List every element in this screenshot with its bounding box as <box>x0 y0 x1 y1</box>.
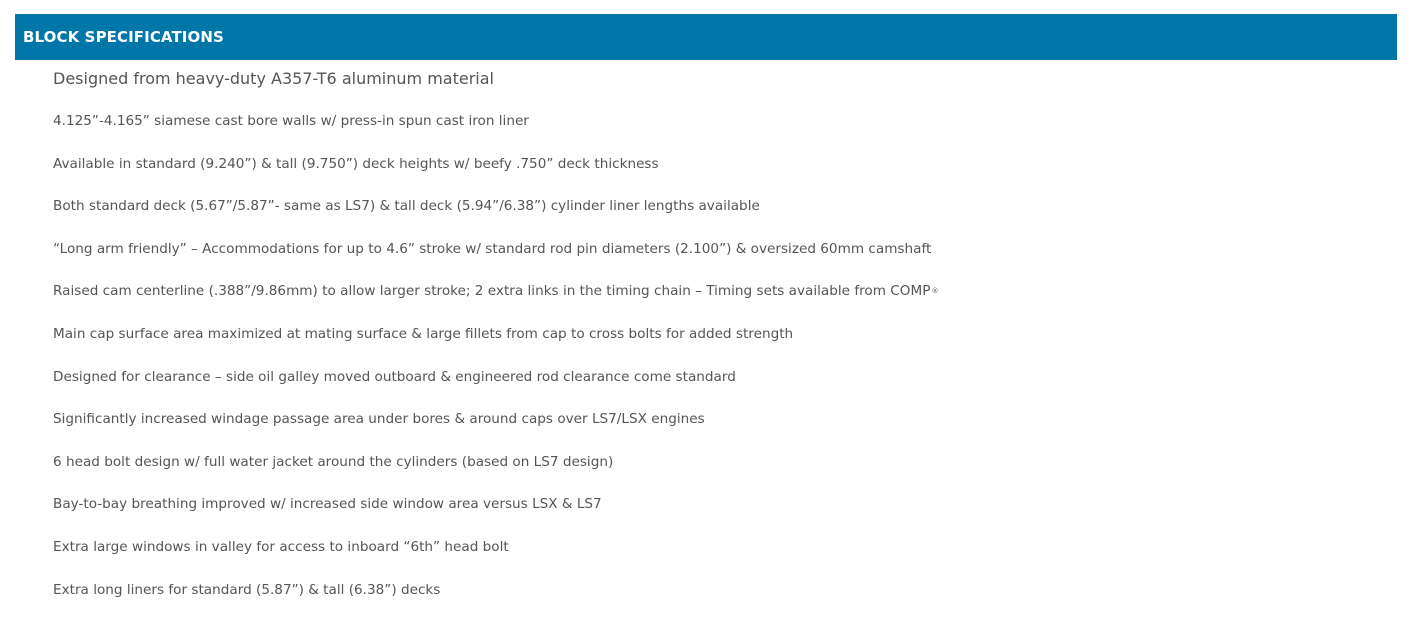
spec-item: “Long arm friendly” – Accommodations for up to 4.6” stroke w/ standard rod pin diameters (2.100”) & oversized 60mm camshaft <box>53 241 932 257</box>
spec-item: Extra large windows in valley for access to inboard “6th” head bolt <box>53 539 509 555</box>
section-title: BLOCK SPECIFICATIONS <box>23 28 224 46</box>
spec-item: Bay-to-bay breathing improved w/ increased side window area versus LSX & LS7 <box>53 496 602 512</box>
section-header <box>15 14 1397 60</box>
spec-item: Available in standard (9.240”) & tall (9.750”) deck heights w/ beefy .750” deck thickness <box>53 156 659 172</box>
spec-item: 6 head bolt design w/ full water jacket around the cylinders (based on LS7 design) <box>53 454 614 470</box>
spec-lead-text: Designed from heavy-duty A357-T6 aluminum material <box>53 69 494 88</box>
registered-mark: ® <box>931 287 939 295</box>
spec-item-with-mark <box>53 282 938 300</box>
spec-item: Extra long liners for standard (5.87”) & tall (6.38”) decks <box>53 582 441 598</box>
spec-item: Significantly increased windage passage area under bores & around caps over LS7/LSX engines <box>53 411 705 427</box>
spec-item: 4.125”-4.165” siamese cast bore walls w/ press-in spun cast iron liner <box>53 113 529 129</box>
spec-item-text: Raised cam centerline (.388”/9.86mm) to allow larger stroke; 2 extra links in the timing chain – Timing sets available from COMP <box>53 283 931 299</box>
spec-item: Both standard deck (5.67”/5.87”- same as LS7) & tall deck (5.94”/6.38”) cylinder liner lengths available <box>53 198 760 214</box>
spec-item: Main cap surface area maximized at mating surface & large fillets from cap to cross bolts for added strength <box>53 326 794 342</box>
spec-item: Designed for clearance – side oil galley moved outboard & engineered rod clearance come standard <box>53 369 736 385</box>
